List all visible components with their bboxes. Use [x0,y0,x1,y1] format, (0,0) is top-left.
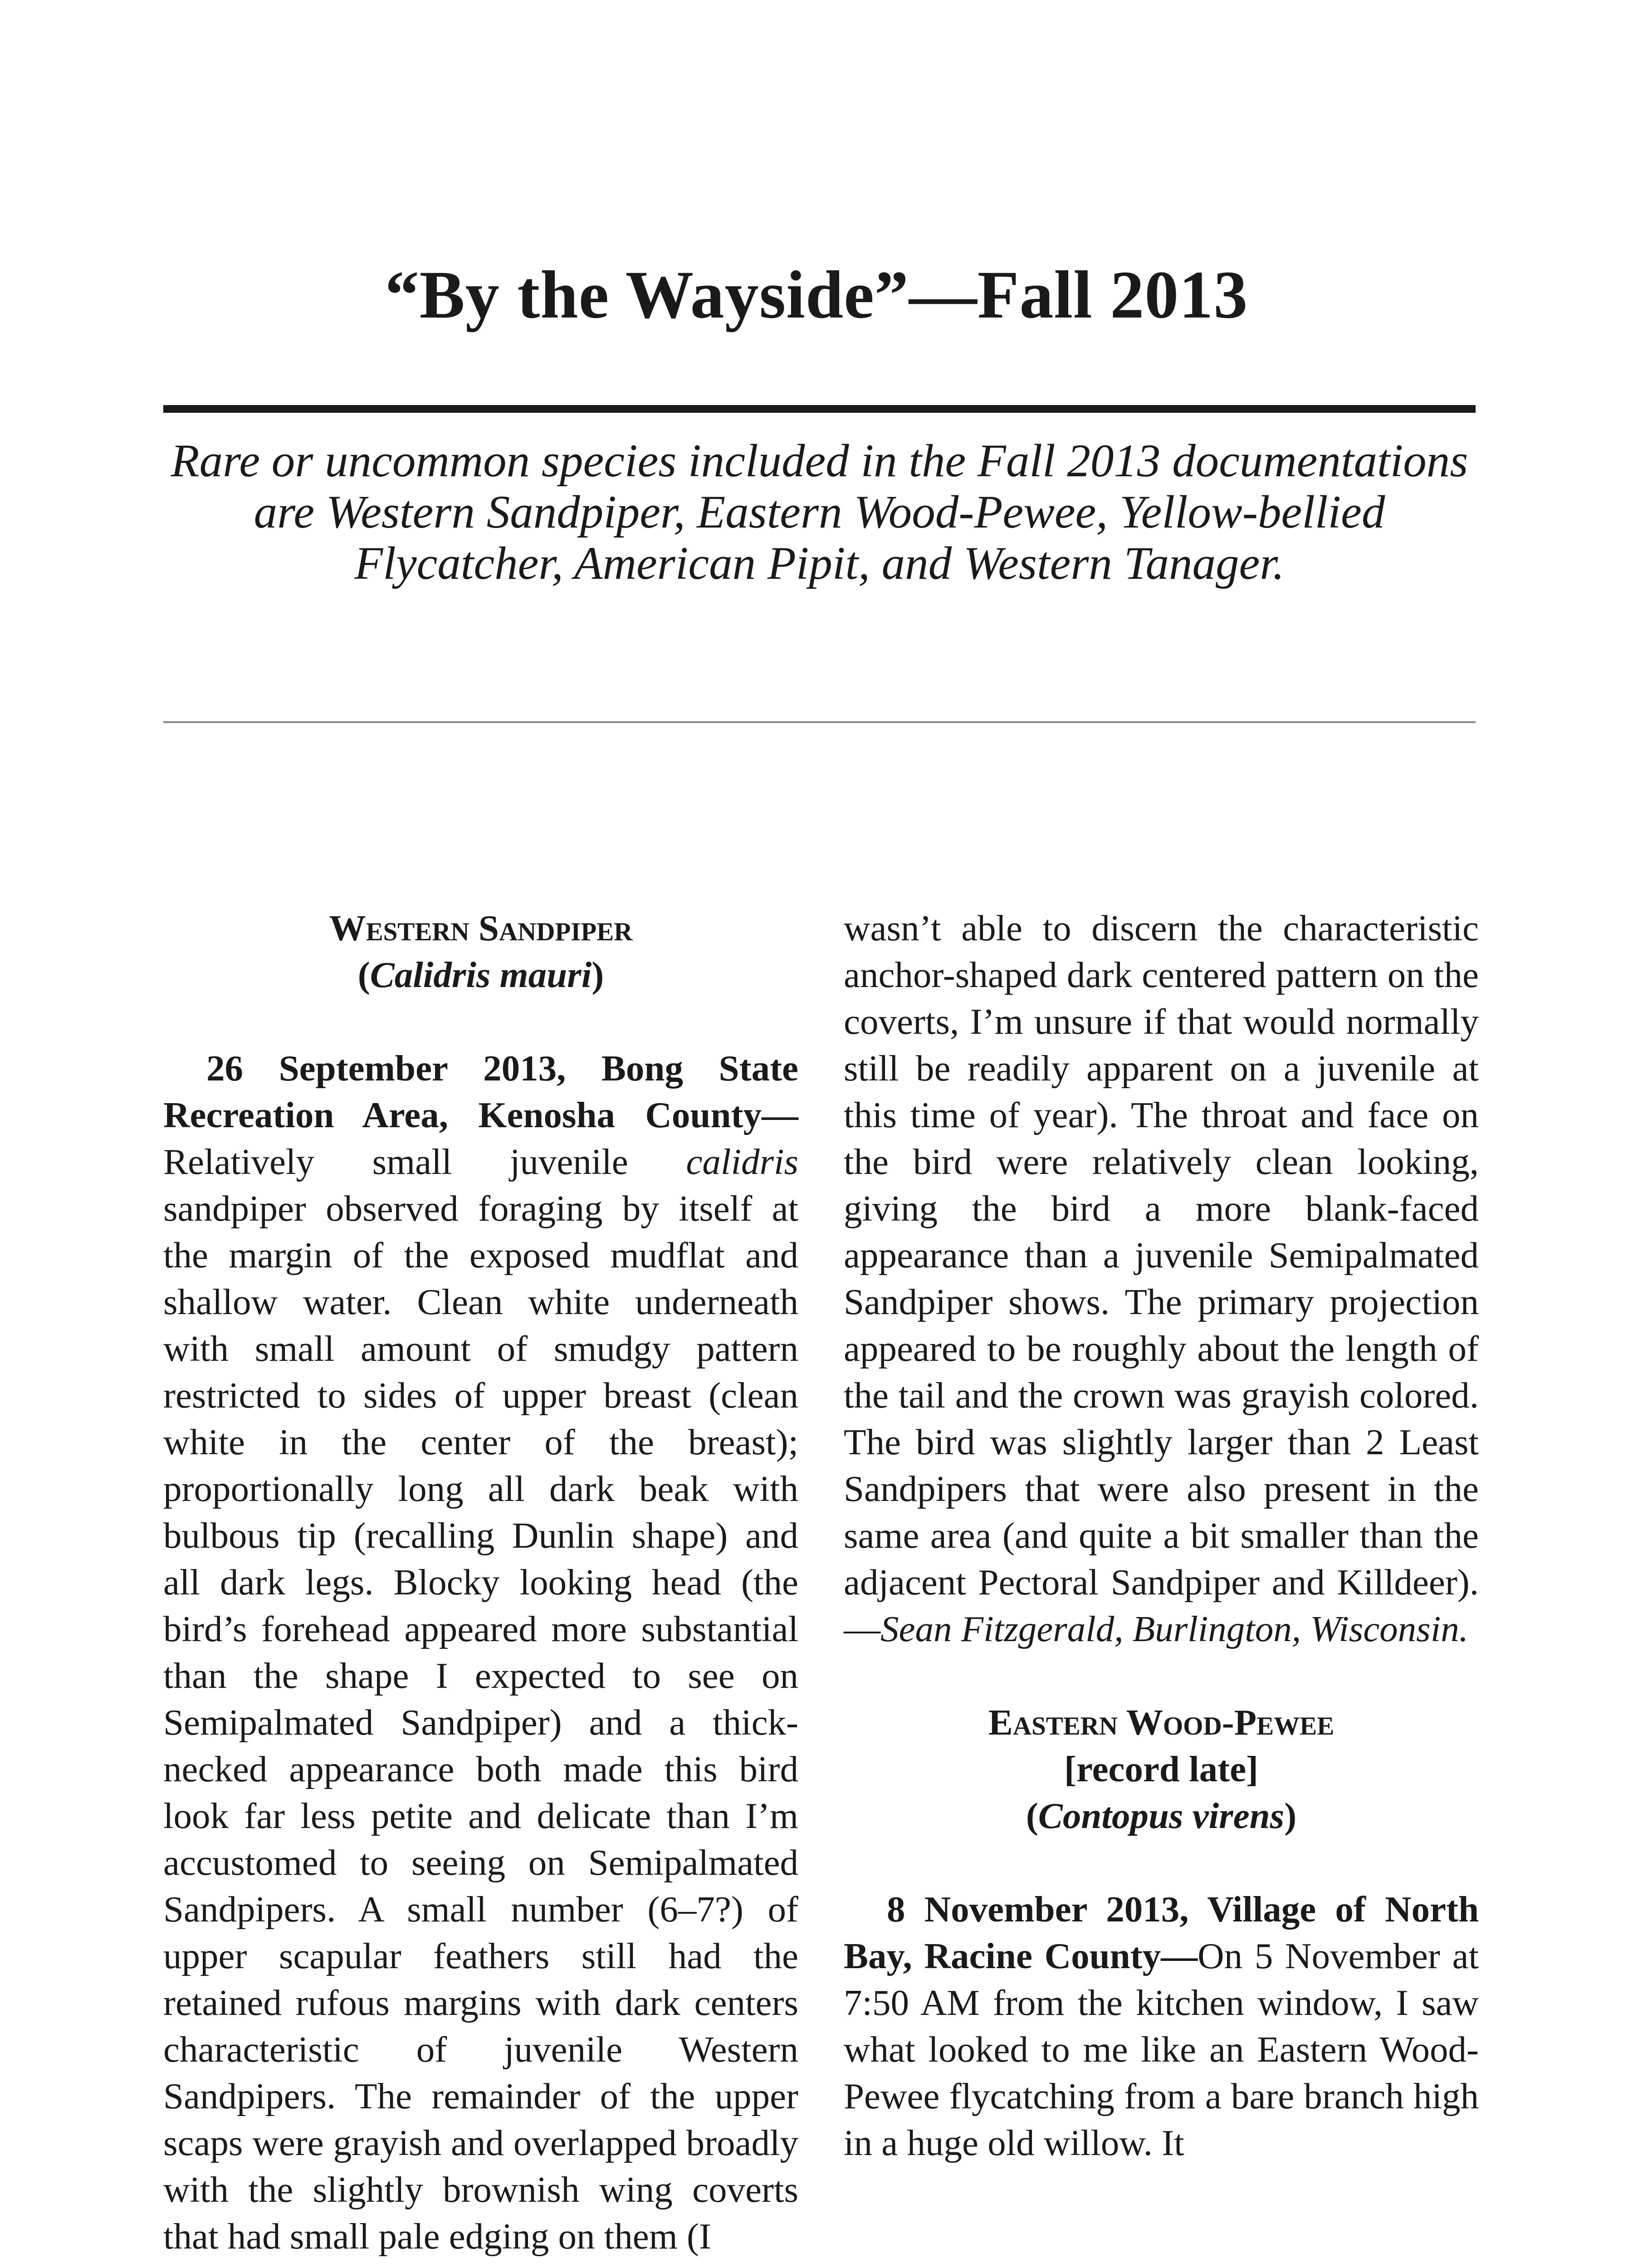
entry-text: Relatively small juvenile [163,1141,686,1182]
article-title: “By the Wayside”—Fall 2013 [385,257,1248,332]
observer-signature: Sean Fitzgerald, Burlington, Wisconsin. [880,1608,1468,1649]
species-name: Eastern Wood-Pewee [988,1702,1335,1743]
entry-body [844,1886,1479,2166]
left-column [163,905,798,2260]
entry-text: wasn’t able to discern the characteristic anchor-shaped dark centered pattern on the coverts, I’m unsure if that would normally still be readily apparent on a juvenile at this time of year). The throat and face on the bird were relatively clean looking, giving the bird a more blank-faced appearance than a juvenile Semipalmated Sandpiper shows. The primary projection appeared to be roughly about the length of the tail and the crown was grayish colored. The bird was slightly larger than 2 Least Sandpipers that were also present in the same area (and quite a bit smaller than the adjacent Pectoral Sandpiper and Killdeer).— [844,908,1479,1649]
species-name: Western Sandpiper [329,908,633,948]
entry-lead: 8 November 2013, Village of North Bay, Racine County— [844,1889,1479,1976]
scientific-name: Contopus virens [1038,1795,1285,1836]
entry-text: On 5 November at 7:50 AM from the kitchen window, I saw what looked to me like an Eastern Wood-Pewee flycatching from a bare branch high in a huge old willow. It [844,1936,1479,2163]
entry-lead: 26 September 2013, Bong State Recreation Area, Kenosha County— [163,1048,798,1135]
scientific-name-line: (Contopus virens) [1026,1795,1297,1836]
article-subtitle: Rare or uncommon species included in the Fall 2013 documentations are Western Sandpiper, Eastern Wood-Pewee, Yellow-bellied Flycatcher, American Pipit, and Western Tanager. [171,435,1468,589]
species-heading [163,905,798,952]
scientific-name: Calidris mauri [370,954,592,995]
entry-body [163,1045,798,2260]
subtitle-rule [163,721,1476,723]
title-rule [163,405,1476,413]
scientific-name-line: (Calidris mauri) [357,954,604,995]
record-note: [record late] [1064,1749,1259,1789]
entry-text-italic: calidris [686,1141,798,1182]
entry-text: sandpiper observed foraging by itself at the margin of the exposed mudflat and shallow water. Clean white underneath with small amount of smudgy pattern restricted to sides of upper breast (clean white in the center of the breast); proportionally long all dark beak with bulbous tip (recalling Dunlin shape) and all dark legs. Blocky looking head (the bird’s forehead appeared more substantial than the shape I expected to see on Semipalmated Sandpiper) and a thick-necked appearance both made this bird look far less petite and delicate than I’m accustomed to seeing on Semipalmated Sandpipers. A small number (6–7?) of upper scapular feathers still had the retained rufous margins with dark centers characteristic of juvenile Western Sandpipers. The remainder of the upper scaps were grayish and overlapped broadly with the slightly brownish wing coverts that had small pale edging on them (I [163,1188,798,2257]
right-column [844,905,1479,2166]
species-heading [844,1699,1479,1746]
entry-body-continued [844,905,1479,1652]
